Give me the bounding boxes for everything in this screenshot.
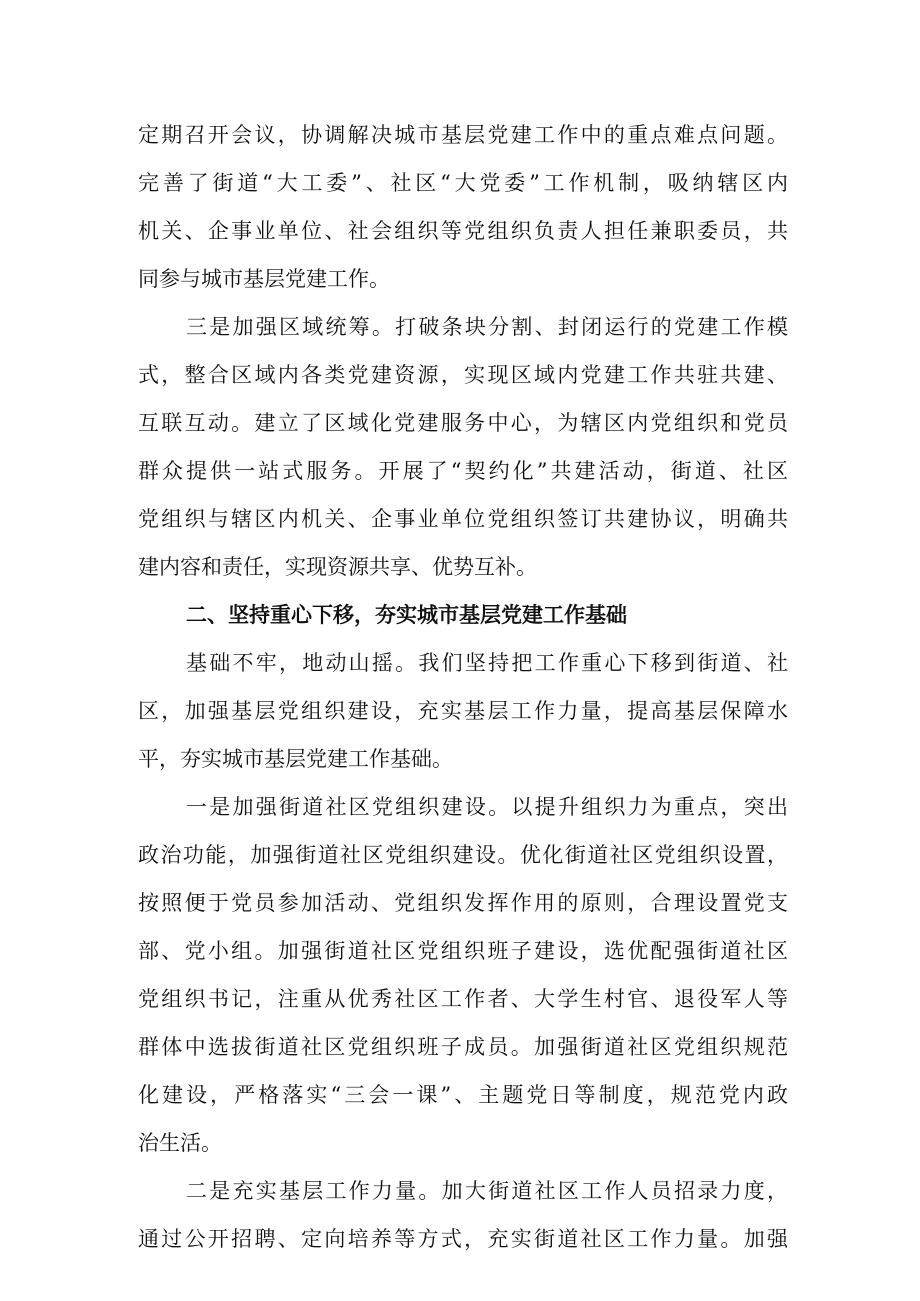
paragraph-line: 完善了街道“大工委”、社区“大党委”工作机制，吸纳辖区内 (138, 171, 788, 195)
paragraph-line: 一是加强街道社区党组织建设。以提升组织力为重点，突出 (186, 795, 788, 819)
paragraph-line: 互联互动。建立了区域化党建服务中心，为辖区内党组织和党员 (138, 411, 788, 435)
paragraph-line: 二是充实基层工作力量。加大街道社区工作人员招录力度， (186, 1179, 788, 1203)
paragraph-line: 建内容和责任，实现资源共享、优势互补。 (138, 555, 537, 579)
paragraph-line: 同参与城市基层党建工作。 (138, 267, 390, 291)
paragraph-line: 党组织书记，注重从优秀社区工作者、大学生村官、退役军人等 (138, 987, 788, 1011)
paragraph-line: 治生活。 (138, 1131, 222, 1155)
paragraph-line: 三是加强区域统筹。打破条块分割、封闭运行的党建工作模 (186, 315, 788, 339)
paragraph-line: 基础不牢，地动山摇。我们坚持把工作重心下移到街道、社 (186, 651, 788, 675)
section-heading: 二、坚持重心下移，夯实城市基层党建工作基础 (186, 603, 627, 627)
paragraph-line: 式，整合区域内各类党建资源，实现区域内党建工作共驻共建、 (138, 363, 788, 387)
paragraph-line: 按照便于党员参加活动、党组织发挥作用的原则，合理设置党支 (138, 891, 788, 915)
paragraph-line: 机关、企事业单位、社会组织等党组织负责人担任兼职委员，共 (138, 219, 788, 243)
paragraph-line: 化建设，严格落实“三会一课”、主题党日等制度，规范党内政 (138, 1083, 788, 1107)
paragraph-line: 通过公开招聘、定向培养等方式，充实街道社区工作力量。加强 (138, 1227, 788, 1251)
paragraph-line: 平，夯实城市基层党建工作基础。 (138, 747, 453, 771)
paragraph-line: 区，加强基层党组织建设，充实基层工作力量，提高基层保障水 (138, 699, 788, 723)
paragraph-line: 群体中选拔街道社区党组织班子成员。加强街道社区党组织规范 (138, 1035, 788, 1059)
paragraph-line: 政治功能，加强街道社区党组织建设。优化街道社区党组织设置， (138, 843, 788, 867)
paragraph-line: 群众提供一站式服务。开展了“契约化”共建活动，街道、社区 (138, 459, 788, 483)
paragraph-line: 党组织与辖区内机关、企事业单位党组织签订共建协议，明确共 (138, 507, 788, 531)
paragraph-line: 定期召开会议，协调解决城市基层党建工作中的重点难点问题。 (138, 123, 788, 147)
paragraph-line: 部、党小组。加强街道社区党组织班子建设，选优配强街道社区 (138, 939, 788, 963)
